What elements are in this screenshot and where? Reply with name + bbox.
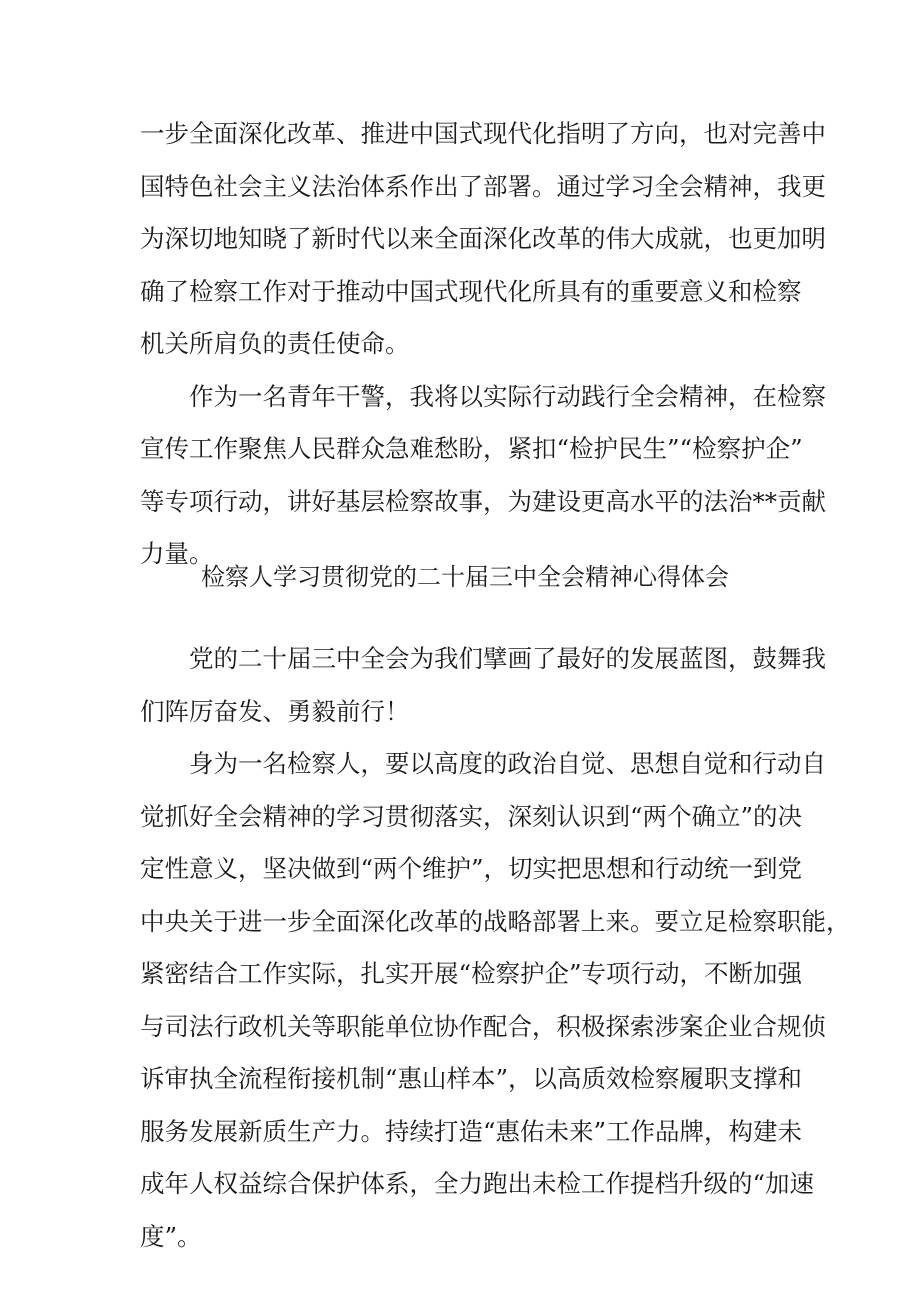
text-line: 诉审执全流程衔接机制“惠山样本”，以高质效检察履职支撑和: [140, 1064, 803, 1093]
body-text-section-1: [140, 108, 826, 581]
text-line: 紧密结合工作实际，扎实开展“检察护企”专项行动，不断加强: [140, 959, 803, 988]
paragraph-first-line: 作为一名青年干警，我将以实际行动践行全会精神，在检察: [189, 381, 826, 411]
body-text-section-2: [140, 633, 851, 1263]
paragraph-first-line: 党的二十届三中全会为我们擘画了最好的发展蓝图，鼓舞我: [189, 644, 826, 673]
text-line: 宣传工作聚焦人民群众急难愁盼，紧扣“检护民生”“检察护企”: [140, 434, 803, 463]
article-title: 检察人学习贯彻党的二十届三中全会精神心得体会: [201, 563, 729, 591]
text-line: 力量。: [140, 539, 214, 568]
text-line: 定性意义，坚决做到“两个维护”，切实把思想和行动统一到党: [140, 854, 803, 883]
text-line: 度”。: [140, 1221, 202, 1251]
paragraph-first-line: 身为一名检察人，要以高度的政治自觉、思想自觉和行动自: [189, 749, 826, 778]
text-line: 国特色社会主义法治体系作出了部署。通过学习全会精神，我更: [140, 171, 826, 201]
text-line: 中央关于进一步全面深化改革的战略部署上来。要立足检察职能，: [140, 906, 851, 936]
text-line: 为深切地知晓了新时代以来全面深化改革的伟大成就，也更加明: [140, 224, 826, 253]
text-line: 一步全面深化改革、推进中国式现代化指明了方向，也对完善中: [140, 119, 826, 148]
text-line: 等专项行动，讲好基层检察故事，为建设更高水平的法治**贡献: [140, 486, 826, 516]
text-line: 机关所肩负的责任使命。: [140, 329, 410, 358]
text-line: 服务发展新质生产力。持续打造“惠佑未来”工作品牌，构建未: [140, 1116, 803, 1146]
text-line: 与司法行政机关等职能单位协作配合，积极探索涉案企业合规侦: [140, 1011, 826, 1041]
text-line: 成年人权益综合保护体系，全力跑出未检工作提档升级的“加速: [140, 1169, 815, 1198]
text-line: 确了检察工作对于推动中国式现代化所具有的重要意义和检察: [140, 276, 802, 306]
text-line: 们阵厉奋发、勇毅前行！: [140, 696, 410, 726]
text-line: 觉抓好全会精神的学习贯彻落实，深刻认识到“两个确立”的决: [140, 801, 803, 831]
